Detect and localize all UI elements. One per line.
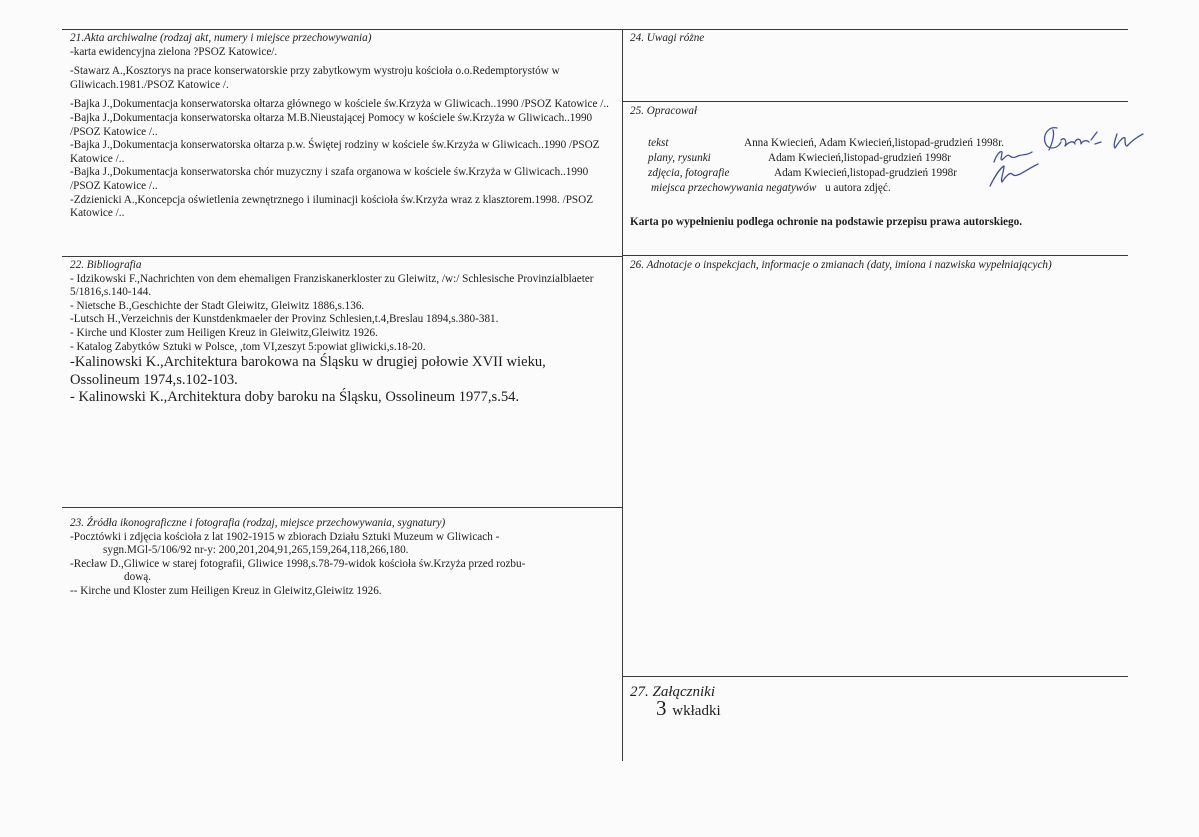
bibliography-item: - Katalog Zabytków Sztuki w Polsce, ,tom VI,zeszyt 5:powiat gliwicki,s.18-20.: [70, 340, 426, 353]
source-item: -- Kirche und Kloster zum Heiligen Kreuz in Gleiwitz,Gleiwitz 1926.: [70, 584, 382, 597]
section-21-archival-records: [70, 32, 618, 221]
attachments-unit: wkładki: [672, 703, 721, 719]
section-24-title: 24. Uwagi różne: [630, 32, 705, 44]
divider-21-22: [62, 256, 622, 257]
section-23-title: 23. Źródła ikonograficzne i fotografia (rodzaj, miejsce przechowywania, sygnatury): [70, 517, 446, 529]
section-27-title: 27. Załączniki: [630, 684, 715, 700]
section-26-inspection-notes: [630, 259, 1125, 273]
bibliography-item: - Nietsche B.,Geschichte der Stadt Gleiwitz, Gleiwitz 1886,s.136.: [70, 299, 365, 312]
credit-value: Adam Kwiecień,listopad-grudzień 1998r: [768, 152, 951, 164]
signature-3: [984, 160, 1044, 190]
archive-item: -Bajka J.,Dokumentacja konserwatorska ołtarza M.B.Nieustającej Pomocy w kościele św.Krzyża w Gliwicach..1990 /PSOZ Katowice /..: [70, 111, 593, 138]
credit-label: tekst: [648, 137, 669, 149]
bibliography-item-large: -Kalinowski K.,Architektura barokowa na Śląsku w drugiej połowie XVII wieku, Ossolineum 1974,s.102-103.: [70, 354, 546, 388]
column-divider: [622, 29, 623, 761]
divider-22-23: [62, 507, 622, 508]
copyright-note: Karta po wypełnieniu podlega ochronie na podstawie przepisu prawa autorskiego.: [630, 216, 1023, 228]
credit-row-photos: [648, 167, 957, 180]
archive-item: -Bajka J.,Dokumentacja konserwatorska chór muzyczny i szafa organowa w kościele św.Krzyża w Gliwicach..1990 /PSOZ Katowice /..: [70, 166, 589, 192]
credit-row-text: [648, 137, 1005, 150]
bibliography-item: -Lutsch H.,Verzeichnis der Kunstdenkmaeler der Provinz Schlesien,t.4,Breslau 1894,s.380-381.: [70, 313, 499, 326]
archive-item: -Bajka J.,Dokumentacja konserwatorska ołtarza głównego w kościele św.Krzyża w Gliwicach..1990 /PSOZ Katowice /..: [70, 98, 609, 111]
bibliography-item: - Idzikowski F.,Nachrichten von dem ehemaligen Franziskanerkloster zu Gleiwitz, /w:/ Schlesische Provinzialblaeter 5/1816,s.140-144.: [70, 272, 594, 299]
top-border: [62, 29, 1128, 30]
credit-label: plany, rysunki: [648, 152, 711, 164]
credit-value: Anna Kwiecień, Adam Kwiecień,listopad-grudzień 1998r.: [744, 137, 1005, 149]
signature-1: [1035, 120, 1145, 160]
section-22-bibliography: [70, 259, 618, 407]
credit-row-negatives: [651, 182, 891, 195]
credit-value: u autora zdjęć.: [825, 182, 891, 194]
section-27-attachments: [630, 684, 1120, 720]
attachments-count-line: [656, 696, 1120, 720]
archive-item: -Zdzienicki A.,Koncepcja oświetlenia zewnętrznego i iluminacji kościoła św.Krzyża wraz z klasztorem.1998. /PSOZ Katowice /..: [70, 193, 594, 220]
source-item: -Recław D.,Gliwice w starej fotografii, Gliwice 1998,s.78-79-widok kościoła św.Krzyża przed rozbu-: [70, 557, 526, 570]
credit-label: miejsca przechowywania negatywów: [651, 182, 817, 194]
archive-item: -Bajka J.,Dokumentacja konserwatorska ołtarza p.w. Świętej rodziny w kościele św.Krzyża w Gliwicach..1990 /PSOZ Katowice /..: [70, 139, 600, 165]
section-26-title: 26. Adnotacje o inspekcjach, informacje o zmianach (daty, imiona i nazwiska wypełniających): [630, 259, 1052, 271]
divider-25-26: [622, 255, 1128, 256]
credit-row-plans: [648, 152, 951, 165]
section-23-iconographic-sources: [70, 517, 618, 599]
source-item-continued: dową.: [124, 571, 152, 584]
section-25-prepared-by: [630, 105, 1120, 119]
credit-label: zdjęcia, fotografie: [648, 167, 730, 179]
archive-item: -karta ewidencyjna zielona ?PSOZ Katowice/.: [70, 45, 278, 58]
archive-item: -Stawarz A.,Kosztorys na prace konserwatorskie przy zabytkowym wystroju kościoła o.o.Redemptorystów w Gliwicach.1981./PSOZ Katowice /.: [70, 65, 560, 91]
divider-26-27: [622, 676, 1128, 677]
section-22-title: 22. Bibliografia: [70, 259, 142, 271]
attachments-count: 3: [656, 696, 667, 720]
source-item: -Pocztówki i zdjęcia kościoła z lat 1902-1915 w zbiorach Działu Sztuki Muzeum w Gliwicach -: [70, 530, 500, 543]
section-21-title: 21.Akta archiwalne (rodzaj akt, numery i miejsce przechowywania): [70, 32, 372, 44]
section-24-remarks: [630, 32, 1120, 46]
section-25-title: 25. Opracował: [630, 105, 698, 117]
credit-value: Adam Kwiecień,listopad-grudzień 1998r: [774, 167, 957, 179]
divider-24-25: [622, 101, 1128, 102]
source-item-continued: sygn.MGl-5/106/92 nr-y: 200,201,204,91,265,159,264,118,266,180.: [103, 544, 409, 557]
bibliography-item-large: - Kalinowski K.,Architektura doby baroku na Śląsku, Ossolineum 1977,s.54.: [70, 389, 520, 406]
bibliography-item: - Kirche und Kloster zum Heiligen Kreuz in Gleiwitz,Gleiwitz 1926.: [70, 326, 378, 339]
